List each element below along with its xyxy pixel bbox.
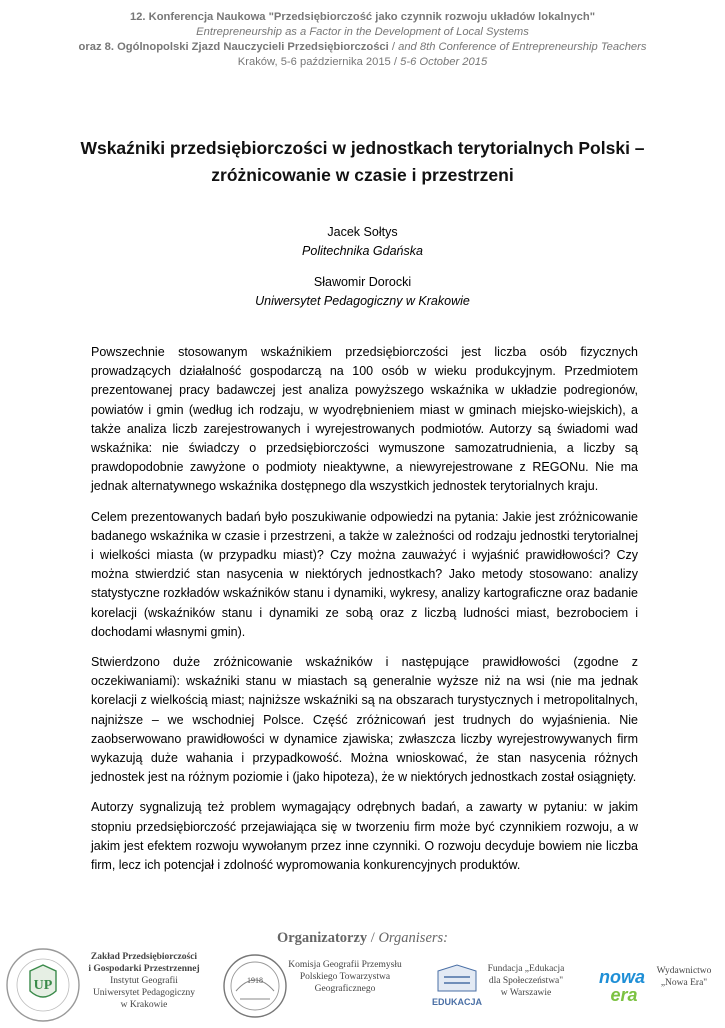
conference-header — [0, 10, 725, 70]
organisers-heading-pl: Organizatorzy — [276, 930, 368, 946]
edukacja-line-2: dla Społeczeństwa" — [488, 976, 564, 986]
header-line-3-en: and 8th Conference of Entrepreneurship Teachers — [398, 41, 647, 53]
up-line-4: Uniwersytet Pedagogiczny — [92, 988, 196, 998]
ptg-line-1: Komisja Geografii Przemysłu — [288, 960, 402, 970]
up-organiser-text — [82, 951, 206, 1011]
ptg-seal-year: 1918 — [247, 976, 263, 985]
ptg-organiser-text — [282, 959, 408, 995]
nowa-era-logo — [594, 961, 650, 1011]
ptg-line-3: Geograficznego — [314, 984, 376, 994]
author-name: Sławomir Dorocki — [313, 275, 412, 289]
header-line-2: Entrepreneurship as a Factor in the Development of Local Systems — [196, 26, 529, 38]
up-line-1: Zakład Przedsiębiorczości — [90, 952, 198, 962]
ptg-line-2: Polskiego Towarzystwa — [299, 972, 391, 982]
nowa-era-organiser-text — [648, 965, 720, 989]
title-line-2: zróżnicowanie w czasie i przestrzeni — [211, 165, 514, 185]
nowa-era-line-1: Wydawnictwo — [656, 966, 712, 976]
edukacja-logo-text: EDUKACJA — [431, 997, 483, 1007]
nowa-era-logo-bottom: era — [610, 985, 638, 1005]
paragraph: Stwierdzono duże zróżnicowanie wskaźników i następujące prawidłowości (zgodne z oczekiwaniami): wskaźniki stanu w miastach są generalnie wyższe niż na wsi (nie ma jednak korelacji z wielkością miast; najniższe wskaźniki są na obszarach turystycznych i metropolitalnych, najniższe – we wschodniej Polsce. Część zróżnicowań jest trudnych do wyjaśnienia. Nie zaobserwowano prawidłowości w dynamice zjawiska; zwłaszcza liczby wyrejestrowywanych firm wykazują duże wahania i przypadkowość. Można wnioskować, że stan nasycenia różnych jednostek jest na różnym poziomie i (jako hipoteza), że w niektórych jednostkach został osiągnięty. — [91, 655, 638, 785]
paragraph: Autorzy sygnalizują też problem wymagający odrębnych badań, a zawarty w pytaniu: w jakim stopniu przedsiębiorczość przejawiająca się w tworzeniu firm może być czynnikiem rozwoju, a w jakim jest efektem rozwoju wywołanym przez inne czynniki. O rozwoju decyduje bowiem nie liczba firm, lecz ich potencjał i zdolność wypromowania konkurencyjnych produktów. — [91, 800, 638, 873]
up-seal-icon — [4, 947, 82, 1023]
organisers-footer — [0, 945, 725, 1024]
author-affiliation: Uniwersytet Pedagogiczny w Krakowie — [255, 294, 470, 308]
nowa-era-line-2: „Nowa Era" — [660, 978, 708, 988]
paper-title — [60, 135, 665, 189]
edukacja-line-3: w Warszawie — [500, 988, 552, 998]
title-line-1: Wskaźniki przedsiębiorczości w jednostkach terytorialnych Polski – — [80, 138, 645, 158]
header-line-4 — [0, 55, 725, 70]
author-affiliation: Politechnika Gdańska — [302, 244, 423, 258]
abstract-body — [91, 343, 638, 886]
up-logo-text: UP — [33, 978, 53, 993]
author-name: Jacek Sołtys — [327, 225, 398, 239]
header-line-4-pl: Kraków, 5-6 października 2015 — [237, 56, 391, 68]
header-line-3 — [0, 40, 725, 55]
header-line-1: 12. Konferencja Naukowa "Przedsiębiorczość jako czynnik rozwoju układów lokalnych" — [129, 11, 596, 23]
edukacja-line-1: Fundacja „Edukacja — [487, 964, 565, 974]
organisers-heading-en: Organisers: — [378, 930, 449, 946]
header-line-4-en: 5-6 October 2015 — [400, 56, 488, 68]
up-line-5: w Krakowie — [120, 1000, 168, 1010]
paragraph: Celem prezentowanych badań było poszukiwanie odpowiedzi na pytania: Jakie jest zróżnicowanie badanego wskaźnika w czasie i przestrzeni, a także w zależności od rodzaju jednostki terytorialnej i wielkości miasta (w przypadku miast)? Czy można zauważyć i wyjaśnić prawidłowości? Czy można stwierdzić stan nasycenia w niektórych jednostkach? Jako metody stosowano: analizy statystyczne rozkładów wskaźników stanu i dynamiki, wykresy, analizy kartograficzne oraz badanie korelacji (wskaźników stanu i dynamiki ze sobą oraz z liczbą ludności miast, bezrobociem i dochodami własnymi gmin). — [91, 509, 638, 639]
up-line-3: Instytut Geografii — [110, 976, 178, 986]
ptg-seal-icon — [222, 951, 288, 1021]
ptg-logo — [222, 951, 288, 1021]
edukacja-organiser-text — [476, 963, 576, 999]
nowa-era-logo-icon — [594, 961, 650, 1011]
header-line-3-sep: / — [388, 41, 399, 53]
header-line-4-sep: / — [390, 56, 401, 68]
up-line-2: i Gospodarki Przestrzennej — [88, 964, 200, 974]
organisers-heading-sep: / — [367, 930, 379, 946]
header-line-3-pl: oraz 8. Ogólnopolski Zjazd Nauczycieli Przedsiębiorczości — [78, 41, 389, 53]
paragraph: Powszechnie stosowanym wskaźnikiem przedsiębiorczości jest liczba osób fizycznych prowadzących działalność gospodarczą na 100 osób w wieku produkcyjnym. Przedmiotem prezentowanej pracy badawczej jest analiza powyższego wskaźnika w układzie podregionów, powiatów i gmin (według ich rodzaju, w wyodrębnieniem miast w gminach miejsko-wiejskich), a także analiza liczb zarejestrowanych i wyrejestrowanych podmiotów. Autorzy są świadomi wad wskaźnika: nie świadczy o przedsiębiorczości wymuszone samozatrudnienia, a liczby są prawdopodobnie zawyżone o podmioty nieaktywne, a niewyrejestrowane z REGONu. Nie ma jednak alternatywnego wskaźnika dostępnego dla wszystkich jednostek terytorialnych kraju. — [91, 345, 638, 494]
nowa-era-logo-top: nowa — [598, 967, 646, 987]
authors-block — [0, 223, 725, 311]
up-logo — [4, 947, 82, 1023]
